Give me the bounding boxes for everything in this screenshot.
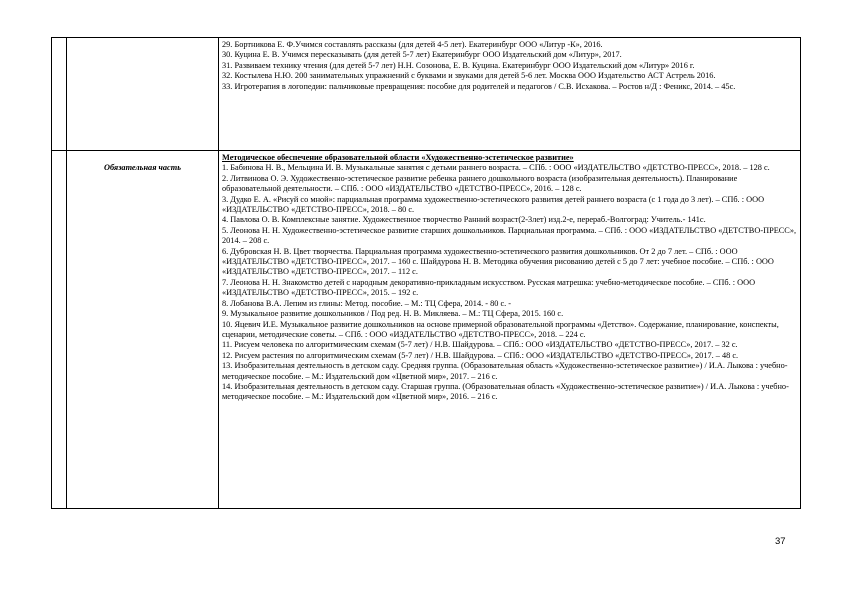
bibliography-entry: 32. Костылева Н.Ю. 200 занимательных упражнений с буквами и звуками для детей 5-6 лет. Москва ООО Издательство АСТ Астрель 2016. — [222, 71, 716, 81]
index-cell — [52, 38, 67, 150]
bibliography-entry: 14. Изобразительная деятельность в детском саду. Старшая группа. (Образовательная область «Художественно-эстетическое развитие») / И.А. Лыкова : учебно-методическое пособие. – М.: Издательский дом «Цветной мир», 2016. – 216 с. — [222, 381, 789, 402]
page-number: 37 — [775, 536, 786, 547]
bibliography-list — [219, 38, 800, 150]
bibliography-entry: 5. Леонова Н. Н. Художественно-эстетическое развитие старших дошкольников. Парциальная программа. – СПб. : ООО «ИЗДАТЕЛЬСТВО «ДЕТСТВО-ПРЕСС», 2014. – 208 с. — [222, 225, 797, 246]
table-row — [51, 151, 801, 509]
bibliography-entry: 7. Леонова Н. Н. Знакомство детей с народным декоративно-прикладным искусством. Русская матрешка: учебно-методическое пособие. – СПб. : ООО «ИЗДАТЕЛЬСТВО «ДЕТСТВО-ПРЕСС», 2015. – 192 с. — [222, 277, 756, 298]
bibliography-entry: 2. Литвинова О. Э. Художественно-эстетическое развитие ребенка раннего дошкольного возраста (изобразительная деятельность). Планирование образовательной деятельности. – СПб. : ООО «ИЗДАТЕЛЬСТВО «ДЕТСТВО-ПРЕСС», 2016. – 128 с. — [222, 173, 738, 194]
bibliography-entry: 33. Игротерапия в логопедии: пальчиковые превращения: пособие для родителей и педагогов / С.В. Исхакова. – Ростов н/Д : Феникс, 2014. – 45с. — [222, 81, 736, 91]
bibliography-entry: 10. Яцевич И.Е. Музыкальное развитие дошкольников на основе примерной образовательной программы «Детство». Содержание, планирование, конспекты, сценарии, методические советы. – СПб. : ООО «ИЗДАТЕЛЬСТВО «ДЕТСТВО-ПРЕСС», 2018. – 224 с. — [222, 319, 779, 339]
bibliography-entry: 30. Куцина Е. В. Учимся пересказывать (для детей 5-7 лет) Екатеринбург ООО Издательский дом «Литур», 2017. — [222, 50, 622, 60]
bibliography-entry: 1. Бабинова Н. В., Мельцина И. В. Музыкальные занятия с детьми раннего возраста. – СПб. : ООО «ИЗДАТЕЛЬСТВО «ДЕТСТВО-ПРЕСС», 2018. – 128 с. — [222, 163, 770, 173]
bibliography-entry: 31. Развиваем технику чтения (для детей 5-7 лет) Н.Н. Созонова, Е. В. Куцина. Екатеринбург ООО Издательский дом «Литур» 2016 г. — [222, 60, 695, 70]
index-cell — [52, 151, 67, 508]
bibliography-entry: 6. Дубровская Н. В. Цвет творчества. Парциальная программа художественно-эстетического развития дошкольников. От 2 до 7 лет. – СПб. : ООО «ИЗДАТЕЛЬСТВО «ДЕТСТВО-ПРЕСС», 2017. – 160 с. Шайдурова Н. В. Методика обучения рисованию детей с 5 до 7 лет: учебное пособие. – СПб. : ООО «ИЗДАТЕЛЬСТВО «ДЕТСТВО-ПРЕСС», 2017. – 112 с. — [222, 246, 774, 277]
table-row — [51, 37, 801, 151]
bibliography-entry: 12. Рисуем растения по алгоритмическим схемам (5-7 лет) / Н.В. Шайдурова. – СПб.: ООО «ИЗДАТЕЛЬСТВО «ДЕТСТВО-ПРЕСС», 2017. – 48 с. — [222, 350, 739, 360]
bibliography-entry: 4. Павлова О. В. Комплексные занятие. Художественное творчество Ранний возраст(2-3лет) изд.2-е, перераб.-Волгоград: Учитель.- 141с. — [222, 215, 706, 225]
bibliography-table — [51, 37, 801, 509]
bibliography-entry: 9. Музыкальное развитие дошкольников / Под ред. Н. В. Микляева. – М.: ТЦ Сфера, 2015. 160 с. — [222, 309, 564, 319]
bibliography-entry: 13. Изобразительная деятельность в детском саду. Средняя группа. (Образовательная область «Художественно-эстетическое развитие») / И.А. Лыкова : учебно-методическое пособие. – М.: Издательский дом «Цветной мир», 2017. – 216 с. — [222, 361, 788, 381]
bibliography-entry: 3. Дудко Е. А. «Рисуй со мной»: парциальная программа художественно-эстетического развития детей раннего возраста (с 1 года до 3 лет). – СПб. : ООО «ИЗДАТЕЛЬСТВО «ДЕТСТВО-ПРЕСС», 2018. – 80 с. — [222, 194, 765, 215]
bibliography-entry: 29. Бортникова Е. Ф.Учимся составлять рассказы (для детей 4-5 лет). Екатеринбург ООО «Литур -К», 2016. — [222, 40, 603, 49]
section-label-cell: Обязательная часть — [67, 151, 219, 508]
section-heading: Методическое обеспечение образовательной области «Художественно-эстетическое развитие» — [222, 153, 574, 162]
bibliography-entry: 11. Рисуем человека по алгоритмическим схемам (5-7 лет) / Н.В. Шайдурова. – СПб.: ООО «ИЗДАТЕЛЬСТВО «ДЕТСТВО-ПРЕСС», 2017. – 32 с. — [222, 340, 738, 350]
bibliography-entry: 8. Лобанова В.А. Лепим из глины: Метод. пособие. – М.: ТЦ Сфера, 2014. - 80 с. - — [222, 298, 512, 308]
bibliography-list — [219, 151, 800, 508]
section-label-cell — [67, 38, 219, 150]
